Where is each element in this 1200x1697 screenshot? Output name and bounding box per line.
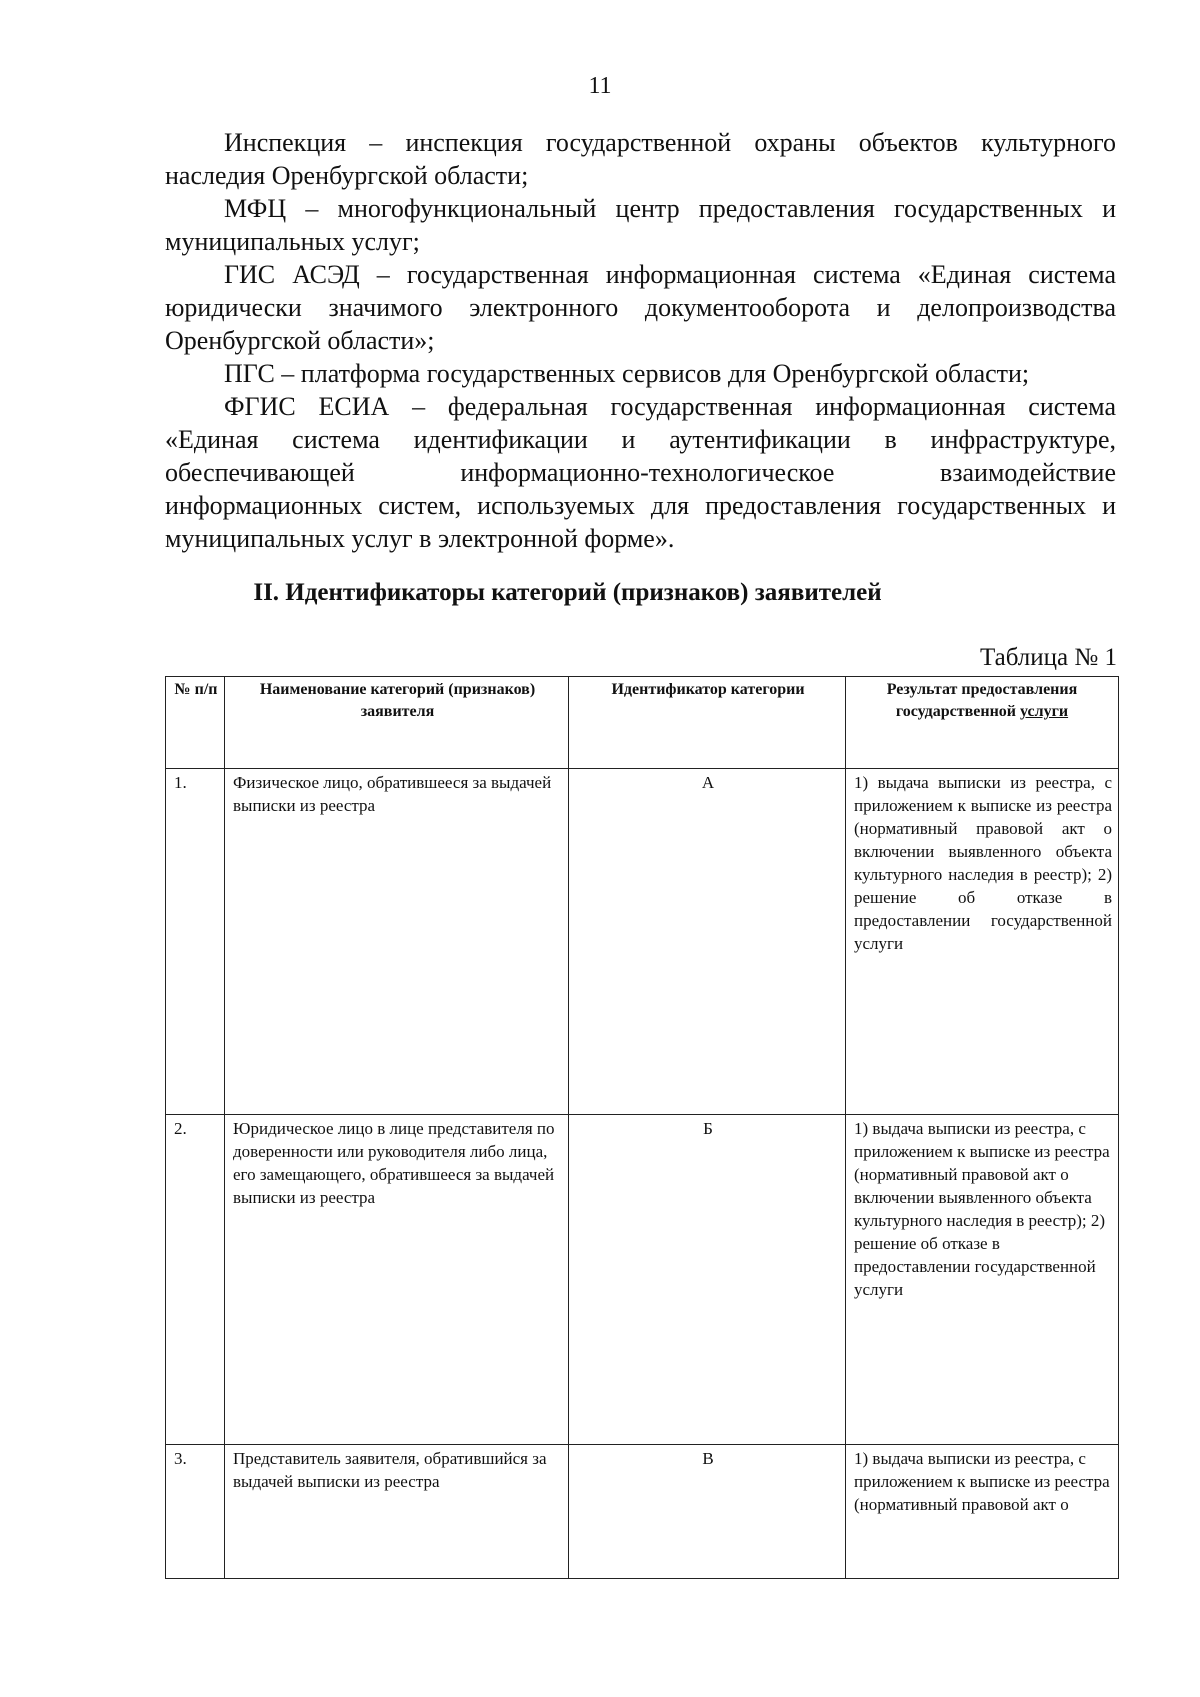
header-result	[846, 677, 1119, 769]
category-name: Физическое лицо, обратившееся за выдачей выписки из реестра	[225, 769, 569, 1115]
category-identifier: А	[569, 769, 846, 1115]
header-result-underlined: услуги	[1020, 703, 1069, 720]
definition-inspection: Инспекция – инспекция государственной охраны объектов культурного наследия Оренбургской области;	[165, 128, 1116, 190]
table-row	[166, 1445, 1119, 1579]
section-title: II. Идентификаторы категорий (признаков) заявителей	[253, 579, 882, 606]
category-name: Представитель заявителя, обратившийся за выдачей выписки из реестра	[225, 1445, 569, 1579]
page-number: 11	[588, 73, 612, 99]
header-name: Наименование категорий (признаков) заявителя	[225, 677, 569, 769]
table-row	[166, 769, 1119, 1115]
header-num: № п/п	[166, 677, 225, 769]
category-identifier: В	[569, 1445, 846, 1579]
header-identifier: Идентификатор категории	[569, 677, 846, 769]
table-header-row	[166, 677, 1119, 769]
service-result: 1) выдача выписки из реестра, с приложением к выписке из реестра (нормативный правовой акт о	[846, 1445, 1119, 1579]
definition-fgis-esia: ФГИС ЕСИА – федеральная государственная информационная система «Единая система идентификации и аутентификации в инфраструктуре, обеспечивающей информационно-технологическое взаимодействие информационных систем, используемых для предоставления государственных и муниципальных услуг в электронной форме».	[165, 392, 1116, 553]
header-result-text: Результат предоставления государственной	[886, 681, 1078, 720]
category-name: Юридическое лицо в лице представителя по доверенности или руководителя либо лица, его замещающего, обратившееся за выдачей выписки из реестра	[225, 1115, 569, 1445]
service-result: 1) выдача выписки из реестра, с приложением к выписке из реестра (нормативный правовой акт о включении выявленного объекта культурного наследия в реестр); 2) решение об отказе в предоставлении государственной услуги	[846, 769, 1119, 1115]
definition-mfc: МФЦ – многофункциональный центр предоставления государственных и муниципальных услуг;	[165, 194, 1116, 256]
definitions-block	[165, 126, 1116, 555]
table-row	[166, 1115, 1119, 1445]
applicant-categories-table	[165, 676, 1119, 1579]
table-caption: Таблица № 1	[979, 644, 1117, 671]
definition-gis-ased: ГИС АСЭД – государственная информационная система «Единая система юридически значимого электронного документооборота и делопроизводства Оренбургской области»;	[165, 260, 1116, 355]
row-number: 3.	[166, 1445, 225, 1579]
row-number: 2.	[166, 1115, 225, 1445]
row-number: 1.	[166, 769, 225, 1115]
service-result: 1) выдача выписки из реестра, с приложением к выписке из реестра (нормативный правовой акт о включении выявленного объекта культурного наследия в реестр); 2) решение об отказе в предоставлении государственной услуги	[846, 1115, 1119, 1445]
definition-pgs: ПГС – платформа государственных сервисов для Оренбургской области;	[224, 359, 1030, 388]
category-identifier: Б	[569, 1115, 846, 1445]
